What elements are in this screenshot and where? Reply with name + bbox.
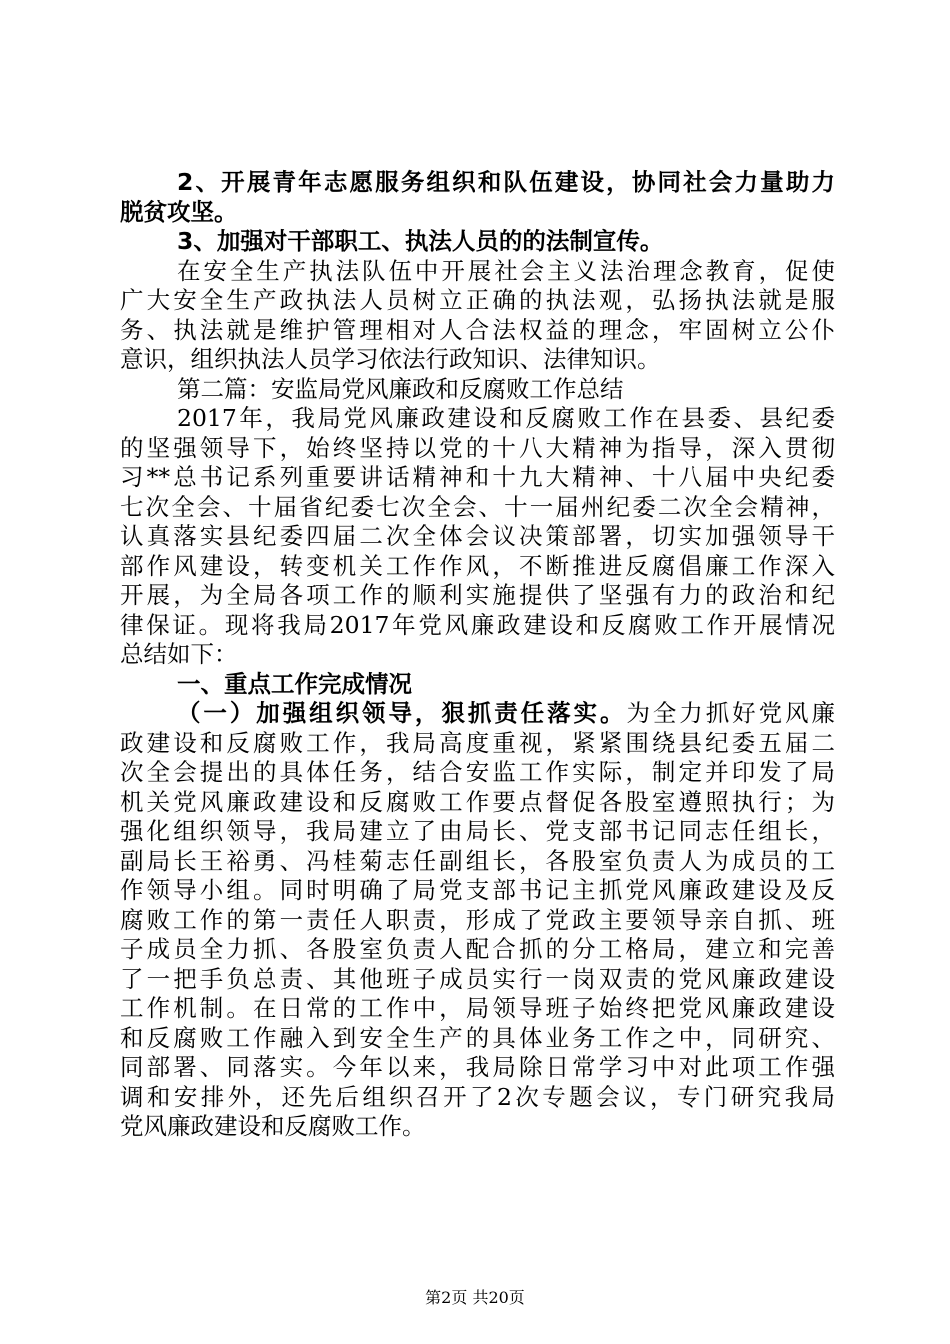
text-line: 政建设和反腐败工作，我局高度重视，紧紧围绕县纪委五届二 [120, 728, 835, 757]
document-body [120, 168, 835, 1142]
page-number: 第2页 共20页 [425, 1288, 525, 1307]
section-title: 第二篇：安监局党风廉政和反腐败工作总结 [177, 374, 624, 403]
text-line: 腐败工作的第一责任人职责，形成了党政主要领导亲自抓、班 [120, 905, 835, 934]
text-line: 意识，组织执法人员学习依法行政知识、法律知识。 [120, 345, 661, 373]
text-line: 副局长王裕勇、冯桂菊志任副组长，各股室负责人为成员的工 [120, 846, 835, 875]
text-line: 七次全会、十届省纪委七次全会、十一届州纪委二次全会精神， [120, 492, 835, 521]
text-line: 认真落实县纪委四届二次全体会议决策部署，切实加强领导干 [120, 522, 835, 550]
text-line: 了一把手负总责、其他班子成员实行一岗双责的党风廉政建设 [120, 964, 835, 993]
text-line: 和反腐败工作融入到安全生产的具体业务工作之中，同研究、 [120, 1023, 835, 1052]
text-line: 律保证。现将我局2017年党风廉政建设和反腐败工作开展情况 [120, 610, 835, 639]
paragraph-organization-leadership [120, 699, 835, 1142]
text-line: 在安全生产执法队伍中开展社会主义法治理念教育，促使 [177, 256, 835, 285]
text-line: 总结如下： [120, 640, 238, 668]
text-line: 2、开展青年志愿服务组织和队伍建设，协同社会力量助力 [177, 168, 835, 196]
text-line: 子成员全力抓、各股室负责人配合抓的分工格局，建立和完善 [120, 935, 835, 963]
section-heading: 一、重点工作完成情况 [177, 669, 412, 698]
text-line: 务、执法就是维护管理相对人合法权益的理念，牢固树立公仆 [120, 315, 835, 344]
text-line: 部作风建设，转变机关工作作风，不断推进反腐倡廉工作深入 [120, 551, 835, 580]
text-line: 调和安排外，还先后组织召开了2次专题会议，专门研究我局 [120, 1082, 835, 1111]
paragraph-legal-publicity [120, 227, 835, 257]
text-line: 党风廉政建设和反腐败工作。 [120, 1112, 426, 1140]
text-line: 强化组织领导，我局建立了由局长、党支部书记同志任组长， [120, 817, 835, 845]
text-line: 工作机制。在日常的工作中，局领导班子始终把党风廉政建设 [120, 994, 835, 1022]
text-line [120, 699, 835, 729]
text-line: 次全会提出的具体任务，结合安监工作实际，制定并印发了局 [120, 758, 835, 786]
subsection-lead: （一）加强组织领导，狠抓责任落实。 [177, 699, 627, 727]
text-line: 广大安全生产政执法人员树立正确的执法观，弘扬执法就是服 [120, 286, 835, 314]
section-title-part-two [120, 375, 835, 405]
text-line: 2017年，我局党风廉政建设和反腐败工作在县委、县纪委 [177, 404, 835, 432]
paragraph-rule-of-law-education [120, 257, 835, 375]
text-line: 脱贫攻坚。 [120, 197, 238, 226]
text-line: 开展，为全局各项工作的顺利实施提供了坚强有力的政治和纪 [120, 581, 835, 609]
text-line: 的坚强领导下，始终坚持以党的十八大精神为指导，深入贯彻 [120, 433, 835, 462]
text-fragment: 为全力抓好党风廉 [626, 699, 835, 727]
text-line: 习**总书记系列重要讲话精神和十九大精神、十八届中央纪委 [120, 463, 835, 491]
paragraph-intro-2017 [120, 404, 835, 670]
text-line: 作领导小组。同时明确了局党支部书记主抓党风廉政建设及反 [120, 876, 835, 904]
text-line: 同部署、同落实。今年以来，我局除日常学习中对此项工作强 [120, 1053, 835, 1081]
heading-key-work [120, 670, 835, 700]
page-footer [0, 1288, 950, 1308]
text-line: 机关党风廉政建设和反腐败工作要点督促各股室遵照执行；为 [120, 787, 835, 816]
paragraph-youth-volunteer [120, 168, 835, 227]
text-line: 3、加强对干部职工、执法人员的的法制宣传。 [177, 227, 664, 255]
